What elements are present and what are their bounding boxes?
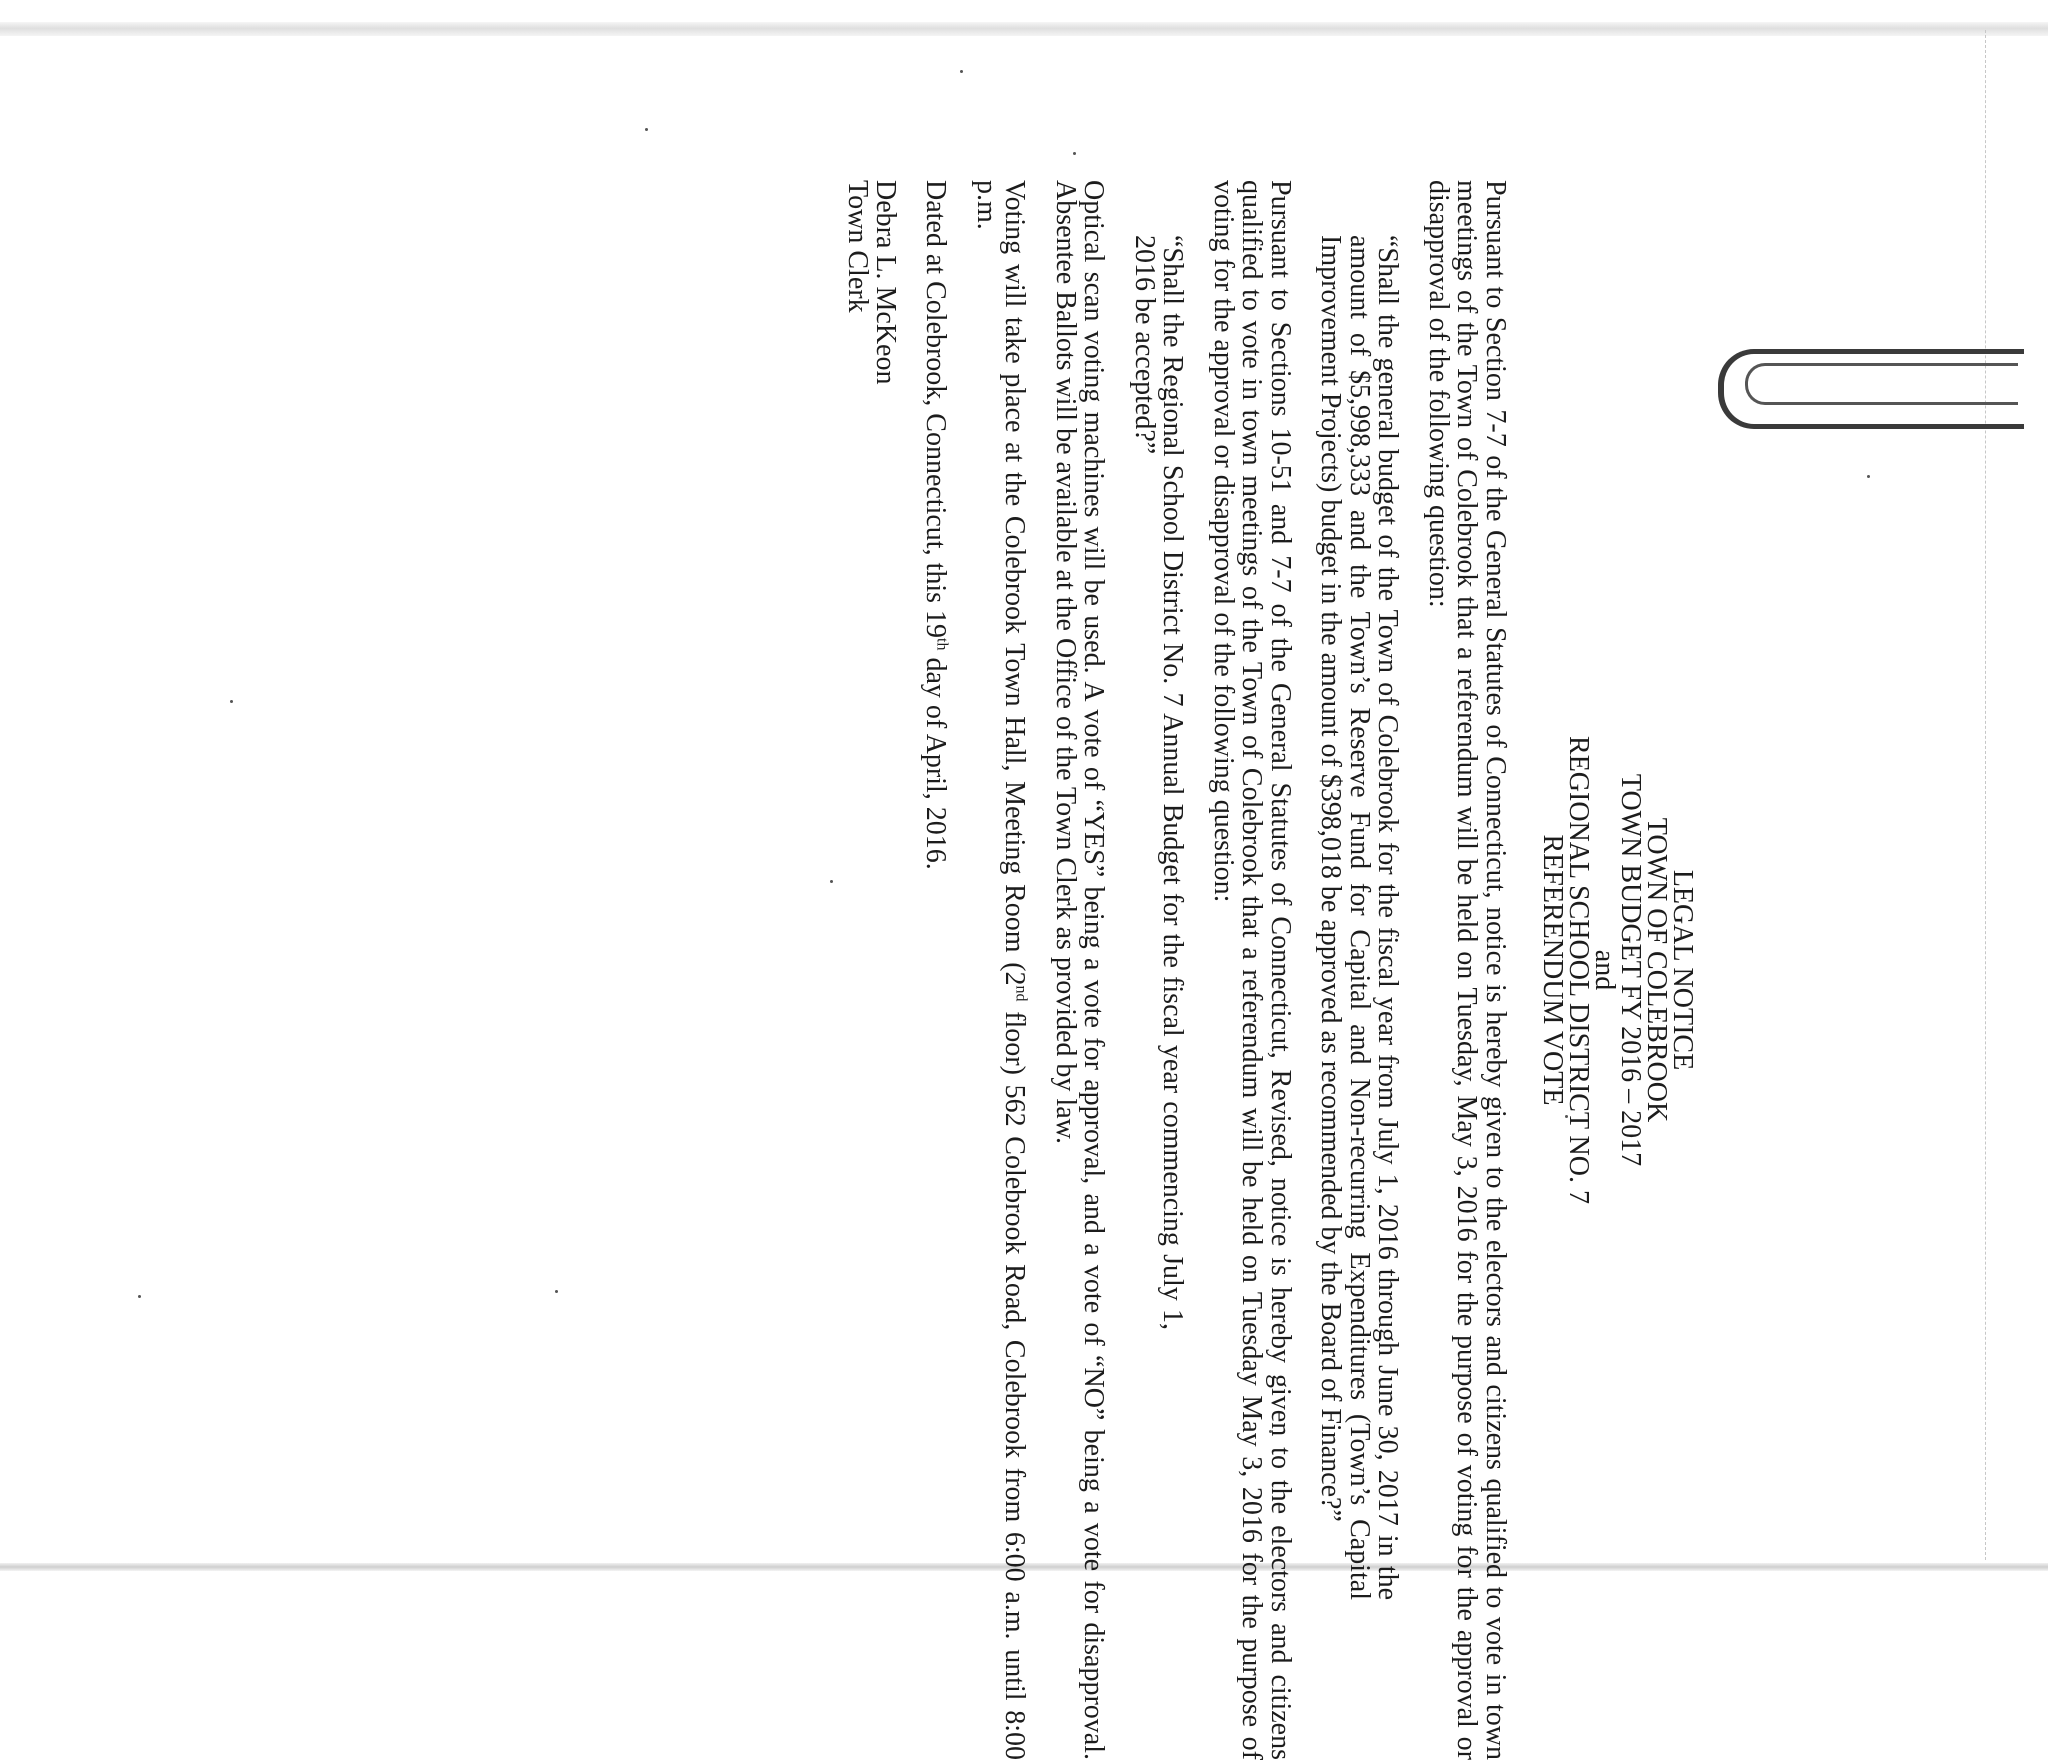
dated-line: [921, 180, 950, 1760]
dated-text-cont: day of April, 2016.: [920, 650, 952, 870]
voting-location-text-cont: floor) 562 Colebrook Road, Colebrook from 6:00 a.m. until 8:00 p.m.: [971, 180, 1031, 1760]
scan-top-edge: [0, 22, 2048, 36]
signature-block: [843, 180, 899, 1760]
heading-line: LEGAL NOTICE: [1667, 869, 1698, 1071]
scan-speck: [960, 70, 963, 73]
scan-speck: [645, 128, 648, 131]
dated-text: Dated at Colebrook, Connecticut, this 19: [920, 180, 952, 639]
signer-title: Town Clerk: [842, 180, 873, 313]
signer-name: Debra L. McKeon: [870, 180, 901, 385]
scan-speck: [1867, 475, 1870, 478]
heading-line: and: [1589, 949, 1620, 991]
voting-location-text: Voting will take place at the Colebrook Town Hall, Meeting Room (2: [999, 180, 1031, 986]
heading-line: TOWN BUDGET FY 2016 – 2017: [1615, 773, 1646, 1167]
legal-notice-document: [535, 180, 1698, 1760]
voting-location-paragraph: [972, 180, 1029, 1760]
notice-heading: [1537, 180, 1698, 1760]
scan-right-edge: [1985, 30, 1987, 1560]
scan-speck: [138, 1295, 141, 1298]
school-notice-paragraph: Pursuant to Sections 10-51 and 7-7 of the General Statutes of Connecticut, Revised, notice is hereby given to the electors and citizens qualified to vote in town meetings of the Town of Colebrook that a referendum will be held on Tuesday May 3, 2016 for the purpose of voting for the approval or disapproval of the following question:: [1208, 180, 1296, 1760]
school-budget-question: “Shall the Regional School District No. 7 Annual Budget for the fiscal year commencing July 1, 2016 be accepted?”: [1129, 235, 1189, 1330]
ordinal-suffix: th: [933, 638, 951, 651]
ordinal-suffix: nd: [1012, 985, 1030, 1002]
voting-method-paragraph: Optical scan voting machines will be used. A vote of “YES” being a vote for approval, and a vote of “NO” being a vote for disapproval. Absentee Ballots will be available at the Office of the Town Clerk as provided by law.: [1050, 180, 1110, 1760]
heading-line: TOWN OF COLEBROOK: [1641, 817, 1672, 1123]
heading-line: REGIONAL SCHOOL DISTRICT NO. 7: [1563, 736, 1594, 1204]
paperclip-inner-mark: [1745, 363, 2018, 405]
town-budget-question: “Shall the general budget of the Town of Colebrook for the fiscal year from July 1, 2016 through June 30, 2017 in the amount of $5,998,333 and the Town’s Reserve Fund for Capital and Non-recurring Expenditures (Town’s Capital Improvement Projects) budget in the amount of $398,018 be approved as recommended by the Board of Finance?”: [1315, 235, 1404, 1600]
heading-line: REFERENDUM VOTE: [1537, 834, 1568, 1106]
scan-speck: [1073, 152, 1076, 155]
town-notice-paragraph: Pursuant to Section 7-7 of the General Statutes of Connecticut, notice is hereby given to the electors and citizens qualified to vote in town meetings of the Town of Colebrook that a referendum will be held on Tuesday, May 3, 2016 for the purpose of voting for the approval or disapproval of the following question:: [1423, 180, 1511, 1760]
scan-speck: [230, 700, 233, 703]
